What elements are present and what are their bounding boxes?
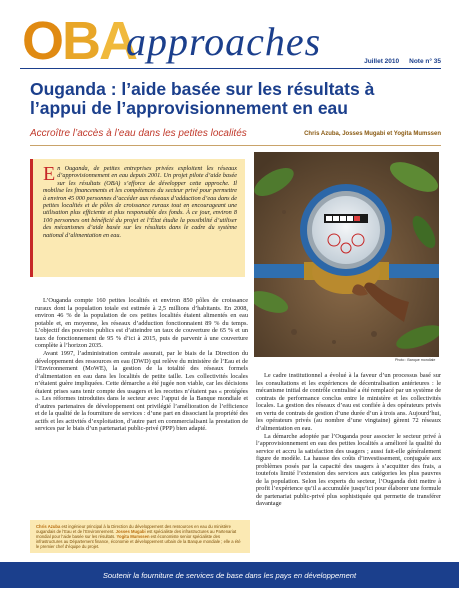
author-bio: est ingénieur principal à la Direction du développement des ressources en eau du ministère ougandais de l’Eau et de l’Environnement. xyxy=(36,524,231,534)
header-divider xyxy=(20,68,441,69)
author-bio: est spécialiste des infrastructures au Partenariat mondial pour l’aide basée sur les résultats. xyxy=(36,529,237,539)
water-meter-photo xyxy=(254,152,439,357)
author-bio-box xyxy=(30,520,250,553)
logo-approaches-wordmark: approaches xyxy=(126,19,322,64)
footer-banner xyxy=(0,562,459,588)
author-bio: est économiste senior spécialiste des infrastructures au Département finance, économie et développement urbain de la Banque mondiale ; elle a été le premier chef d’équipe du projet. xyxy=(36,534,241,549)
body-paragraph: La démarche adoptée par l’Ouganda pour associer le secteur privé à l’approvisionnement en eau des petites localités a amélioré la qualité du service et accru la satisfaction des usagers ; aussi fait-elle généralement figure de modèle. La hausse des coûts d’investissement, conjuguée aux problèmes posés par la capacité des usagers à s’acquitter des frais, a toutefois limité l’extension des services aux catégories les plus pauvres de la population. Selon les experts du secteur, l’Ouganda doit mettre à profit l’expérience qu’il a accumulée jusqu’ici pour élaborer une formule de partenariat public-privé plus sophistiquée qui permette de transférer davantage xyxy=(256,432,441,507)
issue-number: Note n° 35 xyxy=(409,58,441,65)
footer-tagline: Soutenir la fourniture de services de base dans les pays en développement xyxy=(102,570,357,580)
body-paragraph: L’Ouganda compte 160 petites localités et environ 850 pôles de croissance ruraux dont la population totale est estimée à 2,5 millions d’habitants. En 2008, environ 46 % de la population de ces petites localités étaient alimentés en eau potable et, en moyenne, les réseaux d’adduction fonctionnaient 89 % du temps. L’objectif des pouvoirs publics est d’atteindre un taux de couverture de 65 % et un taux de fonctionnement de 95 % d’ici à 2015, puis de parvenir à une couverture complète à l’horizon 2035. xyxy=(35,297,248,349)
title-divider xyxy=(30,145,441,146)
issue-meta xyxy=(364,58,441,65)
author-name: Chris Azuba xyxy=(36,524,61,529)
article-authors: Chris Azuba, Josses Mugabi et Yogita Mumssen xyxy=(304,131,441,137)
photo-credit: Photo : Banque mondiale xyxy=(395,358,436,362)
body-paragraph: Le cadre institutionnel a évolué à la faveur d’un processus basé sur les consultations et les expériences de décentralisation antérieures : le mécanisme initial de contrôle centralisé a été remplacé par un système de contrats de performance conclus entre le ministère et les collectivités locales. La gestion des réseaux d’eau est confiée à des opérateurs privés en vertu de contrats de gestion d’une durée d’un à trois ans. Aujourd’hui, les opérateurs privés (au nombre d’une vingtaine) gèrent 72 réseaux d’alimentation en eau. xyxy=(256,372,441,432)
author-name: Yogita Mumssen xyxy=(116,534,150,539)
logo-oba-wordmark: OBA xyxy=(22,11,137,71)
body-column-right xyxy=(256,372,441,508)
issue-date: Juillet 2010 xyxy=(364,58,400,65)
body-column-left xyxy=(35,297,248,433)
author-name: Josses Mugabi xyxy=(115,529,146,534)
abstract-text: n Ouganda, de petites entreprises privées exploitent les réseaux d’approvisionnement en eau depuis 2001. Un projet pilote d’aide basée sur les résultats (OBA) s’efforce de développer cette approche. Il mobilise les financements et les compétences du secteur privé pour permettre à environ 45 000 personnes d’accéder aux réseaux d’adduction d’eau dans de petites localités et de pôles de croissance ruraux tout en encourageant une utilisation plus efficiente et plus responsable des fonds. À ce jour, environ 8 100 personnes ont bénéficié du projet et l’État étudie la possibilité d’utiliser des mécanismes d’aide basée sur les résultats dans le cadre du système national d’alimentation en eau. xyxy=(43,165,237,239)
abstract-dropcap: E xyxy=(43,163,56,185)
body-paragraph: Avant 1997, l’administration centrale assurait, par le biais de la Direction du développement des ressources en eau (DWD) qui relève du ministère de l’Eau et de l’Environnement (MoWE), la gestion de la totalité des réseaux formels d’alimentation en eau dans les localités de petite taille. Les collectivités locales n’étaient guère impliquées. Cette démarche a été jugée non viable, car les décisions étaient prises sans tenir compte des usagers et les recettes n’étaient pas « protégées ». Les réformes introduites dans le secteur avec l’appui de la Banque mondiale et d’autres partenaires de développement ont privilégié l’amélioration de l’efficience et de la qualité de la fourniture de services : d’une part en dissociant la propriété des actifs et les activités d’exploitation, d’autre part en commercialisant la prestation de services par le biais d’un partenariat public-privé (PPP) bien adapté. xyxy=(35,350,248,432)
article-subtitle: Accroître l’accès à l’eau dans les petites localités xyxy=(30,128,247,139)
abstract-box xyxy=(30,159,245,277)
article-title: Ouganda : l’aide basée sur les résultats à l’appui de l’approvisionnement en eau xyxy=(30,79,375,118)
